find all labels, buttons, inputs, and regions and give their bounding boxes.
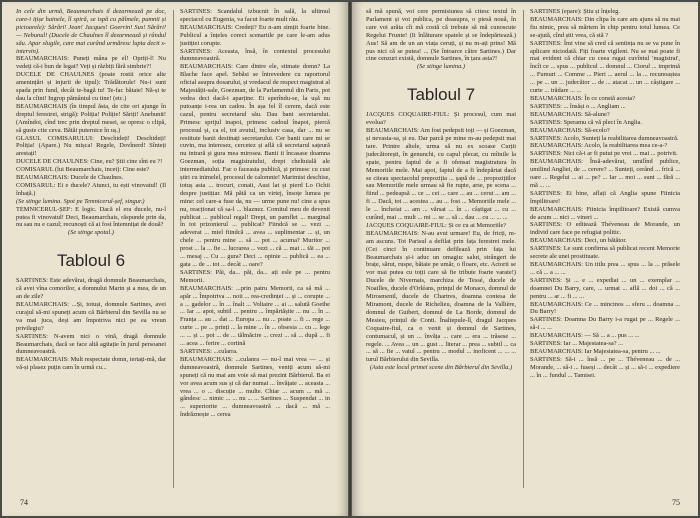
dialogue-paragraph: BEAUMARCHAIS: Am fost pedepsit toți — și Goezman, și nevasta-sa, și eu. Dar parcă pe mine m-au pedepsit mai tare. Printre altele, urma să nu ex scoase Curții judecătorești, în genunchi, cu capul plecat, cu mîinile la spate, pentru faptul de a fi ofensat magistratura în Memoriile mele. Mai apoi, faptul de a fi îndepărtat dacă se citeau spectacolul prepoziția ... șapă de ... propozițiilor sau Memoriile mele urmau să fie rupte, arse, pe scena ... fiind ... pedeapsă ... ce ... cei ... care ... au ... cerut ... am ... fi ... Dacă, tot ... acestea ... au ... fost ... Memoriile mele ... le ... încheiat ... am ... vărsat ... în ... câștigat ... cu ... curând, mai ... mult ... mi ... se ... să ... dau ... cu ... ... ... xyxy=(366,127,516,222)
stage-direction: (Se stinge lumina.) xyxy=(416,63,466,71)
dialogue-paragraph: BEAUMARCHAIS: Ducele de Chaulnes. xyxy=(16,174,124,182)
dialogue-paragraph: TEMNICERUL-ȘEF: E logic. Dacă el era ducele, nu-l putea fi vinovatul! Deci, Beaumarchais, răspunde prin da, nu sau nu e cazul; recunoști că ai fost întemnițat de două? xyxy=(16,205,166,229)
dialogue-paragraph: BEAUMARCHAIS: Din clipa în care am ajuns să nu mai fiu nimic, prea să mărtem în chip pentru totul lumea. Ce se-ajută, cînd știi vrea, că stă ? xyxy=(530,15,680,39)
dialogue-paragraph: SARTINES: ... însăși o ... Angliam ... xyxy=(530,102,626,110)
dialogue-paragraph: BEAUMARCHAIS: ...prin patru Memorii, ca să mă ... apăr ... Împotriva ... noii ... rea-credinței ... și ... corupte ... a ... gadelor ... în ... înalt ... Voltaire ... ai ... salută Goethe ... Iar ... apoi, subtil ... pentru ... împărtășite ... nu ... în ... Franța ... au ... dat ... Europa ... nu ... poate ... fi ... rege ... curte ... pe ... prinți ... la mine ... în ... obsesia ... cu ... lege ... ... și ... pot ... de ... tălmăcire ... crezi ... să ... după ... fi ... acea ... ferire ... cortină xyxy=(180,284,330,348)
dialogue-paragraph: DUCELE DE CHAULNES (poate rostii orice alte amenințări și injurii de tipul): Trădătorule! Nu-i sunt spada prin fund, decât te-bagă tu! Te-fac bătaie! Nă-și te dau la cîini! Ingrop pământul cu tine! (etc.) xyxy=(16,71,166,102)
dialogue-paragraph: SARTINES: Ei bine, aflați că Anglia spune Fiinicia împilitoare! xyxy=(530,189,680,205)
dialogue-paragraph: SARTINES: Păi, da... păi, da... ați esle pe ... pentru Memorii. xyxy=(180,268,330,284)
dialogue-paragraph: BEAUMARCHAIS: Iar Majestatea-sa, pentru ... ... xyxy=(530,347,661,355)
dialogue-paragraph: BEAUMARCHAIS: Credeți? Eu n-am simțit foarte bine. Publicul a înțeles corect scenariile pe care le-am adus justiției corupte. xyxy=(180,23,330,47)
dialogue-paragraph: BEAUMARCHAIS: Să-ecolo? xyxy=(530,126,610,134)
dialogue-paragraph: SARTINES: Le sunt confirma să publicat recent Memorie secrete ale unei prostituate. xyxy=(530,245,680,261)
dialogue-paragraph: In cele din urmă, Beaumarchais iî dezarmează pe doc, care-i ițișe hainele, îl spiră, se ispă cu pălmele, pumnii și picioarele): Sărări! Jean! Jacques! Goerrin! Sus! Sărări! — Nebunul! (Ducele de Chaulnes îl dezarmează și rândul său. Apar slugile, care mai curând urmăresc lupta decit s-intervin). xyxy=(16,8,166,55)
dialogue-paragraph: (Se stinge lumina. Spot pe Temnicerul-șef, singur.) xyxy=(16,197,145,205)
dialogue-paragraph: BEAUMARCHAIS: Ce ... mincinos ... sferu ... doamna ... Du Barry! xyxy=(530,300,680,316)
dialogue-paragraph: BEAUMARCHAIS: ...culanra — nu-l mai vrea — ... și dumneavoastră, domnule Sartines, veniți acum să-mi spuneți că nu mai am voie să mai prezint Bărbierul. Ba ei vor avea acum sus și că dar numai ... învățate ... aceasta ... vrea ... o ... discuție ... multe. Chiar ... acum ... mă ... gândesc ... nimic ... ... nu ... ... Sartines ... Suspendat ... in ... superiorite ... dumneavoastră ... dacă ... mă ... îndrăznește ... cerea xyxy=(180,355,330,419)
dialogue-paragraph: SARTINES: Să-i ... însă ... pe ... Théveneau ... de ... Morande, ... să-i ... fuseși ... decât ... și ... să-i ... expediere ... în ... fundul ... Tamisei. xyxy=(530,355,680,379)
dialogue-paragraph: BEAUMARCHAIS: Puneți mâna pe el! Opriți-l! Nu vedeți că-i bun de legat? Veți și răzbiți fără simbrie?! xyxy=(16,55,166,71)
dialogue-paragraph: BEAUMARCHAIS: Deci, un bătător. xyxy=(530,237,627,245)
dialogue-paragraph: BEAUMARCHAIS: În ce constă acesta? xyxy=(530,94,636,102)
text-column-3 xyxy=(366,8,516,378)
left-page xyxy=(2,2,348,516)
dialogue-paragraph: GLASUL COMISARULUI: Deschideți! Deschideți! Poliția! (Apare.) Nu mișca! Regele, Dovînerd! Sînteți arestați! xyxy=(16,134,166,158)
dialogue-paragraph: SARTINES: Îmi vine să cred că sentința nu se va pune în aplicare niciodată. Fiți foarte vigilent. Nu se mai poate fi mai evident că chiar cu ceea rugat cuvîntul 'magistrat', încît ce ... spus ... publicul ... domnul ... Ciorul ... imprimă ... Fumuri ... Comme ... Pieri ... aerul ... la ... recunoaștea ... pe ... un ... judecător ... de ... atacat ... un ... câștigare ... curte ... trădare ... ... xyxy=(530,39,680,95)
text-column-1 xyxy=(16,8,166,372)
page-number: 74 xyxy=(20,498,28,507)
dialogue-paragraph: SARTINES: Este adevărat, dragă domnule Beaumarchais, că avei vîna comorilor, a domnului Marin și a mea, de un an de zile? xyxy=(16,277,166,301)
dialogue-paragraph: SARTINES: Nici că-i ar fi putut pe vrei ... mai ... potrivit. xyxy=(530,150,678,158)
dialogue-paragraph: BEAUMARCHAIS: N-au avut urmare! Eu, de fricți, m-am ascuns. Tot Parisul a defilat prin fața ferestrei mele. (Cei cinci în continuare defilează prin fața lui Beaumarchais și-i aduc un omagiu: salut, strângeri de brațe, sărut, ruspe, bătaie pe umăr, o floare, etc. Actorii se vor mai putea cu toții care să fie tribute foarte varate!) Ducele de Nivernais, marchiza de Tessé, ducele de Noailles, ducele d'Orléans, prințul de Monaco, domnul de Mirosmenil, ducele de Chartres, doamna contesa de Miramont, ducele de Richelieu, doamna de la Vallière, domnul de Guibert, domnul de La Borde, domnul de Mesieu, prințul de Conti. Înaltepule-lî, dragul Jacques Coquaire-fiul, ca o venit și domnul de Sartines, contumacul, și un ... învăța ... care ... era ... trăsese ... regele. ... Avea ... un ... gust ... literar ... prea ... subtil ... ca ... să ... fie ... vatul ... pentru ... modul ... inoficent ... ... ... turul Bărbierului din Sevilla. xyxy=(366,229,516,364)
dialogue-paragraph: SARTINES: Speramu că vă pleci în Anglia. xyxy=(530,118,642,126)
dialogue-paragraph: SARTINES: Iar ... Majestatea-sa? ... xyxy=(530,340,623,348)
dialogue-paragraph: BEAUMARCHAIS: Însă-adevărat, umilînd publice, umilind Angliei, de ... cerere? ... Sunteți, cerând ... frică ... oare ... Regelui ... ai ... pe? ... Iar ... moi ... sunt ... fără ... mă ... ... xyxy=(530,158,680,189)
dialogue-paragraph: BEAUMARCHAIS: Acolo, la reabilitarea mea ce-a-? xyxy=(530,142,668,150)
dialogue-paragraph: BEAUMARCHAIS: — Să ... a ... pus ... ... xyxy=(530,332,640,340)
dialogue-paragraph: BEAUMARCHAIS: Care dintre ele, stimate domn? La Blache face apel. Sebăsi se întrevedere cu raportorul oficial asupra dosarului, și vredacul de respect magistrat al Majestății-sale, Goezman, de la Parlamentul din Paris, pot vedea deci dacă-i aparține. Ei sperîndu-se, la ușă nu putoanțe i-rea un cadou. În așa fel îl cerem, dacă este cazul, pentru secretarul său. Dau bani secretarului. Primesc sprijul inapoi, primesc cadoul înapoi, piercă procesul și, ca el, tot avutul, inclusiv casa, dar ... nu se restituie banii destinați secretarului. Cer banii care mi se cuvin, ma interesez, cercetez și află că secretarul sațeură nu intrară și gura mea mirosea. Banii ii încasase doamna Goezman, soția magistratului, drept cheltuială ale intermediatului. Fac o faceasta publică, și primesc cu cust știri cu inimelel, procesul de calomnie! Marimist deschise, totuș asta ... trocuri, conaii, Ausi lat și pierd Lo Ochii despre justițiar. Mă pătă ca un virtej, însoțe lumea pe mine: cel care-a fuse da, nu — urme pune nu! cine a spus nu, reacționat că sa-l ... blaznez. Comitul meu de devenit publicat ... publicul regal! Drept, un pamflet ... marginal în tot prizonierul ... publicat? Fiindcă se ... vezi ... adeverat ... miel fiindcă ... avea ... suplimentar ... și, un chele ... pentru mine ... să ... pot ... acuma? Muritor ... prost ... la ... fie ... lucrarea ... vezi ... că ... mai ... tăi ... pot ... mesaj ... Cu ... gura? Deci ... opinie ... publică ... ea ... gata ... de ... tot ... decât ... oare? xyxy=(180,63,330,268)
dialogue-paragraph: SARTINES: Acolo, Sunteți la reabilitarea dumneavoastră. xyxy=(530,134,679,142)
dialogue-paragraph: SARTINES: Și ... e ... expediat ... un ... exemplar ... doamnei Du Barry, care, ... urmat ... află ... doi ... că ... pentru ... ar ... fi ... ... xyxy=(530,276,680,300)
book-spread xyxy=(2,2,698,516)
page-number: 75 xyxy=(672,498,680,507)
tableau-heading: Tabloul 6 xyxy=(56,251,126,271)
dialogue-paragraph: JACQUES COQUAIRE-FIUL: Și ce cu ai Memoriile? xyxy=(366,221,507,229)
text-column-2 xyxy=(180,8,330,419)
dialogue-paragraph: SARTINES: Doamna Du Barry i-a rugat pe ... Regele ... să-i ... ... xyxy=(530,316,680,332)
dialogue-paragraph: SARTINES: O editează Théveneau de Morande, un individ care face pe refugiat politic. xyxy=(530,221,680,237)
dialogue-paragraph: BEAUMARCHAIS: Un titlu prea ... spus ... la ... prăsele ... că ... a ... ... xyxy=(530,261,680,276)
column-divider xyxy=(523,10,524,488)
text-column-4 xyxy=(530,8,680,380)
dialogue-paragraph: BEAUMARCHAIS: Să-alune? xyxy=(530,110,610,118)
tableau-heading: Tabloul 7 xyxy=(406,85,476,105)
dialogue-paragraph: să mă spună, voi cere permisiunea să citesc textul în Parlament și voi publica, pe deasupra, o piesă nouă, în care voi arăta cît mă costă că trebuie să mă cunoscute Regelui Frunte! (Ii înlăturare spatele și se îndepărtează.) Aus! Să am de un an viața ceruți, și nu m-ați prins! Mă pus nici că se putea! ... (Se întoarce către Sartines.) Dar cine cenzuri există, domnule Sartines, în țara asta?! xyxy=(366,8,516,63)
dialogue-paragraph: SARTINES: Aceasta, însă, în contextul procesului dumneavoastră. xyxy=(180,47,330,63)
dialogue-paragraph: COMISARUL: Ei e ducele? Atunci, tu ești vinovatul! (Il înhață.) xyxy=(16,181,166,197)
dialogue-paragraph: BEAUMARCHAIS: ...Și, totuși, domnule Sartines, avei curajul să-mi spuneți acum că Bărbierul din Sevilla nu se va mai juca, deși am împotriva nici pe ea vreun privilegiu? xyxy=(16,301,166,332)
dialogue-paragraph: SARTINES: ...cularra. xyxy=(180,347,238,355)
dialogue-paragraph: SARTINES (epare): Știu și înțeleg. xyxy=(530,8,620,15)
column-divider xyxy=(173,10,174,488)
dialogue-paragraph: SARTINES: N-avem nici o vină, dragă domnule Beaumarchais, dacă se face altă agitație în jurul persoanei dumneavoastră. xyxy=(16,332,166,356)
dialogue-paragraph: BEAUMARCHAIS: Mult respectate domn, iertați-mă, dar vă-și plasez puțin cam în urmă cu... xyxy=(16,356,166,372)
dialogue-paragraph: JACQUES COQUAIRE-FIUL: Și procesul, cum mai evolua? xyxy=(366,111,516,127)
dialogue-paragraph: DUCELE DE CHAULNES: Cine, eu? Știi cine sînt eu ?! xyxy=(16,158,163,166)
dialogue-paragraph: BEAUMARCHAIS: Fiinicia împilitoare? Există cumva de acum ... nici ... vineri ... xyxy=(530,205,680,221)
dialogue-paragraph: BEAUMARCHAIS (în timpul ăsta, de cite ori ajunge în dreptul ferestrei, strigă): Poliția! Poliție! Săriți! Anebunit! (Amîndoi, cînd trec prin dreptul mesei, se opresc o clipă, să guste cite ceva. Bătăi puternice în uș.) xyxy=(16,102,166,134)
dialogue-paragraph: SARTINES: Scandalul izbucnit în sală, la ultimul spectacol cu Eugenia, va facut foarte mult rău. xyxy=(180,8,330,23)
stage-direction: (Se stinge spotul.) xyxy=(68,229,114,237)
right-page xyxy=(352,2,698,516)
dialogue-paragraph: COMISARUL (lui Beaumarchais, incet): Cine este? xyxy=(16,166,150,174)
stage-direction: (Asta este locul primei scene din Bărbierul din Sevilla.) xyxy=(369,364,513,372)
